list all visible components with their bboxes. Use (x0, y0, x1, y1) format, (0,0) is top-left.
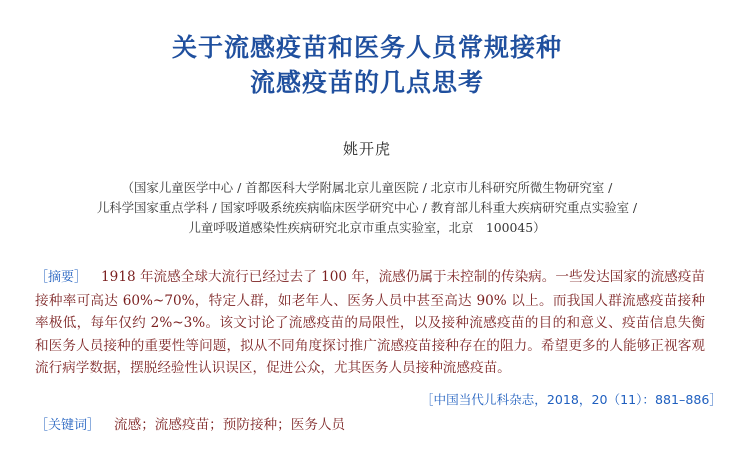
affiliation (18, 178, 716, 238)
affiliation-line-1: （国家儿童医学中心 / 首都医科大学附属北京儿童医院 / 北京市儿科研究所微生物研究室 / (121, 180, 613, 195)
title-line-2: 流感疫苗的几点思考 (249, 68, 484, 97)
abstract (35, 266, 705, 380)
keywords (35, 413, 345, 433)
keywords-text: 流感；流感疫苗；预防接种；医务人员 (114, 417, 346, 433)
author-name: 姚开虎 (342, 140, 391, 158)
abstract-label: ［摘要］ (35, 270, 88, 285)
abstract-text: 1918 年流感全球大流行已经过去了 100 年，流感仍属于未控制的传染病。一些发达国家的流感疫苗接种率可高达 60%~70%，特定人群，如老年人、医务人员中甚至高达 90% 以上。而我国人群流感疫苗接种率极低，每年仅约 2%~3%。该文讨论了流感疫苗的局限性，以及接种流感疫苗的目的和意义、疫苗信息失衡和医务人员接种的重要性等问题，拟从不同角度探讨推广流感疫苗接种存在的阻力。希望更多的人能够正视客观流行病学数据，摆脱经验性认识误区，促进公众，尤其医务人员接种流感疫苗。 (35, 269, 705, 377)
affiliation-line-3: 儿童呼吸道感染性疾病研究北京市重点实验室，北京 100045） (188, 220, 546, 235)
keywords-label: ［关键词］ (35, 418, 101, 433)
title-line-1: 关于流感疫苗和医务人员常规接种 (171, 33, 562, 62)
affiliation-line-2: 儿科学国家重点学科 / 国家呼吸系统疾病临床医学研究中心 / 教育部儿科重大疾病研究重点实验室 / (96, 200, 638, 215)
citation: ［中国当代儿科杂志，2018，20（11）：881–886］ (420, 392, 722, 407)
article-title (0, 30, 734, 100)
